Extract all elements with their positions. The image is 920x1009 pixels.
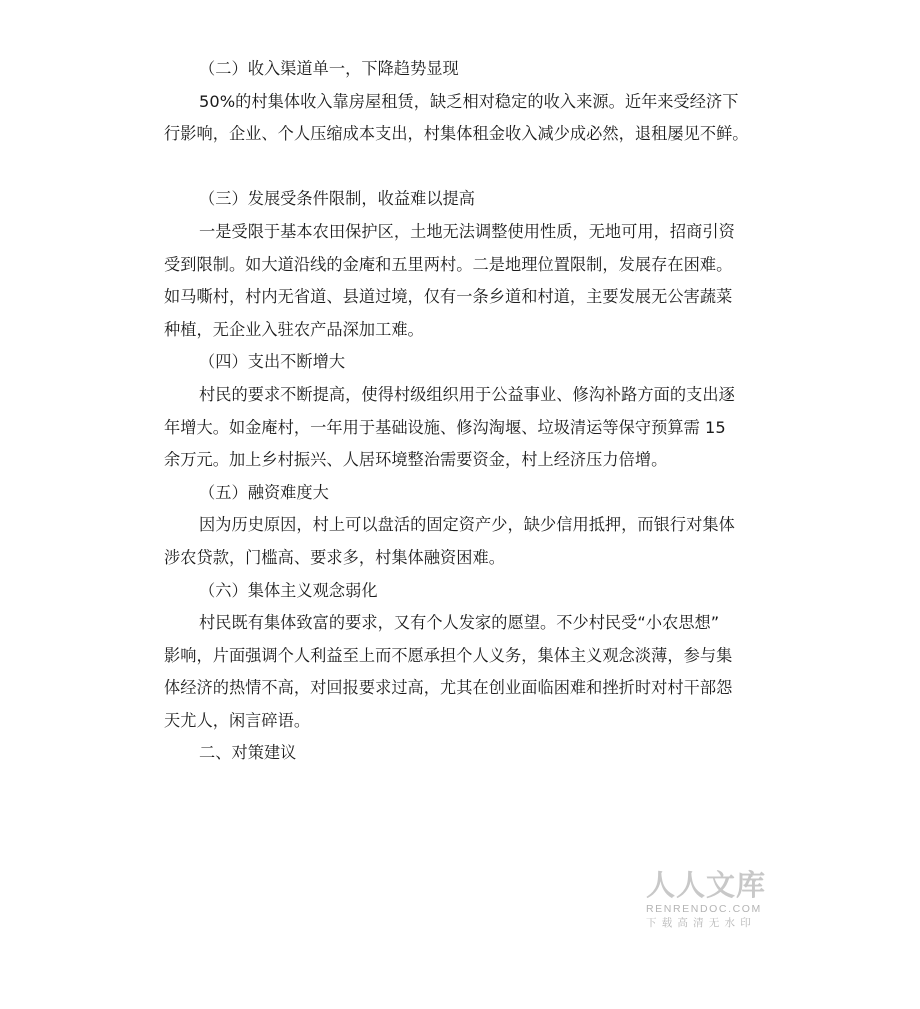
text-line: 如马嘶村，村内无省道、县道过境，仅有一条乡道和村道，主要发展无公害蔬菜	[164, 287, 733, 307]
text-line: 余万元。加上乡村振兴、人居环境整治需要资金，村上经济压力倍增。	[164, 450, 668, 470]
text-line: 种植，无企业入驻农产品深加工难。	[164, 319, 424, 339]
text-line: 涉农贷款，门槛高、要求多，村集体融资困难。	[164, 547, 505, 567]
text-line: （六）集体主义观念弱化	[199, 580, 378, 600]
text-line: 因为历史原因，村上可以盘活的固定资产少，缺少信用抵押，而银行对集体	[199, 515, 735, 535]
text-line: 村民既有集体致富的要求，又有个人发家的愿望。不少村民受“小农思想”	[199, 613, 720, 633]
text-line: （二）收入渠道单一，下降趋势显现	[199, 59, 459, 78]
document-body	[164, 53, 756, 770]
blank-line	[164, 151, 756, 184]
text-line: 年增大。如金庵村，一年用于基础设施、修沟淘堰、垃圾清运等保守预算需 15	[164, 417, 726, 437]
text-line: 受到限制。如大道沿线的金庵和五里两村。二是地理位置限制，发展存在困难。	[164, 254, 733, 274]
text-line: 50%的村集体收入靠房屋租赁，缺乏相对稳定的收入来源。近年来受经济下	[199, 91, 739, 111]
text-line: （五）融资难度大	[199, 482, 329, 502]
watermark-logo	[646, 868, 774, 930]
text-line: 行影响，企业、个人压缩成本支出，村集体租金收入减少成必然，退租屡见不鲜。	[164, 124, 749, 144]
text-line: 村民的要求不断提高，使得村级组织用于公益事业、修沟补路方面的支出逐	[199, 384, 735, 404]
text-line: （三）发展受条件限制，收益难以提高	[199, 189, 476, 209]
text-line: （四）支出不断增大	[199, 352, 346, 372]
text-line: 一是受限于基本农田保护区，土地无法调整使用性质，无地可用，招商引资	[199, 221, 735, 241]
text-line: 天尤人，闲言碎语。	[164, 710, 311, 730]
text-line: 体经济的热情不高，对回报要求过高，尤其在创业面临困难和挫折时对村干部怨	[164, 678, 733, 698]
watermark-url: RENRENDOC.COM	[646, 903, 762, 915]
text-line: 影响，片面强调个人利益至上而不愿承担个人义务，集体主义观念淡薄，参与集	[164, 645, 733, 665]
text-line: 二、对策建议	[199, 743, 297, 763]
watermark-subtitle: 下载高清无水印	[646, 917, 756, 929]
watermark-title: 人人文库	[646, 868, 767, 902]
